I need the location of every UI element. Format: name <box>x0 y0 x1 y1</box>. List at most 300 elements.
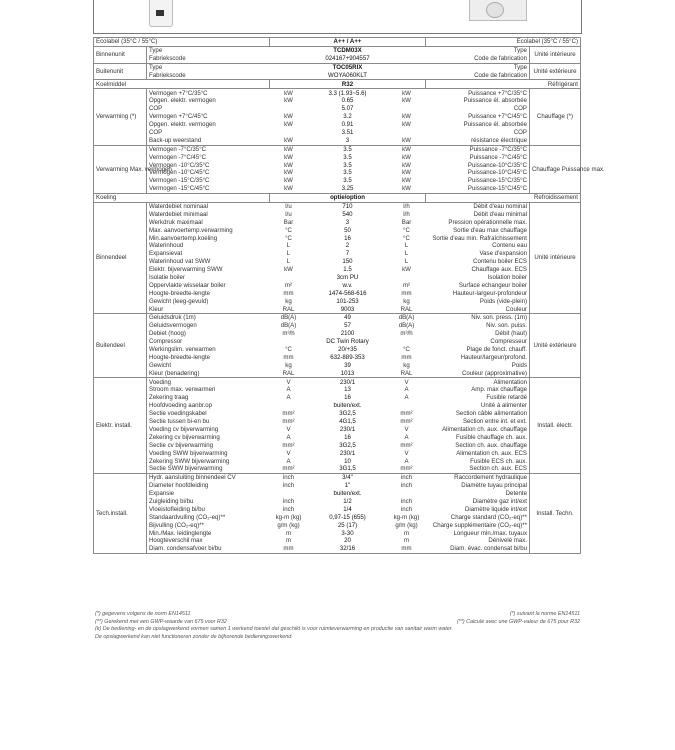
spec-unit-nl <box>270 274 308 282</box>
spec-unit-nl: V <box>270 378 308 386</box>
spec-unit-fr <box>388 105 426 113</box>
spec-unit-fr <box>388 55 426 63</box>
spec-row <box>94 105 581 113</box>
spec-value: 3.5 <box>343 177 352 185</box>
spec-row <box>94 378 581 386</box>
spec-unit-fr: A <box>404 457 409 465</box>
spec-unit-nl <box>270 46 308 54</box>
spec-label-fr: Contenu boiler ECS <box>473 258 527 266</box>
spec-label-nl: Hoogte-breedte-lengte <box>149 353 210 361</box>
spec-unit-fr: kg <box>403 361 410 369</box>
footnote-nl: (**) Gerekend met een GWP-waarde van 675 voor R32 <box>95 618 227 625</box>
spec-label-fr: Alimentation ch. aux. ECS <box>456 449 527 457</box>
spec-row <box>94 354 581 362</box>
spec-row <box>94 177 581 185</box>
spec-value: 150 <box>342 258 353 266</box>
spec-label-fr: Section câble alimentation <box>455 410 527 418</box>
spec-row <box>94 185 581 193</box>
spec-unit-fr: m² <box>402 281 411 289</box>
empty-cell <box>270 38 308 47</box>
spec-label-nl: Zekering SWW bijverwarming <box>149 457 230 465</box>
spec-row-single <box>94 193 581 202</box>
spec-unit-nl: m² <box>284 281 293 289</box>
spec-label-fr: Detente <box>505 490 527 498</box>
spec-label-fr: Code de fabrication <box>426 55 530 63</box>
spec-label-nl: Gewicht (leeg-gevuld) <box>149 297 209 305</box>
spec-row <box>94 426 581 434</box>
spec-row <box>94 362 581 370</box>
spec-row <box>94 442 581 450</box>
spec-unit-fr: L <box>404 250 409 258</box>
spec-value: 230/1 <box>308 378 388 386</box>
spec-label-nl: COP <box>149 128 163 136</box>
spec-label-fr: Puissance él. absorbée <box>463 97 527 105</box>
spec-unit-fr: kW <box>402 177 411 185</box>
spec-value: 1013 <box>308 370 388 378</box>
footnote-nl: (k) De bediening- en de opslagwerkend vormen samen 1 werkend toestel dat geschikt is voor ruimteverwarming en productie van sanitair warm water. <box>95 626 453 633</box>
spec-unit-nl: kg-m (kg) <box>275 513 302 521</box>
spec-row <box>94 394 581 402</box>
spec-unit-fr <box>388 402 426 410</box>
spec-unit-fr: kW <box>388 89 426 97</box>
spec-row <box>94 506 581 514</box>
spec-value: 49 <box>308 314 388 322</box>
spec-label-fr: Longueur min./max. tuyaux <box>453 529 527 537</box>
spec-unit-nl: L <box>286 242 291 250</box>
spec-label-fr: Niv. son. puiss. <box>486 322 527 330</box>
spec-unit-fr: m³/h <box>400 330 413 338</box>
spec-unit-fr <box>388 46 426 54</box>
spec-label-nl: Diameter hoofdleiding <box>149 482 209 490</box>
spec-label-fr: Diamètre tuyau principal <box>461 482 527 490</box>
footnote-nl: (*) gegevens volgens de norm EN14511 <box>95 611 191 617</box>
spec-unit-fr: RAL <box>388 370 426 378</box>
spec-unit-fr: RAL <box>388 305 426 313</box>
section-label-nl: Verwarming Max. vermogen <box>94 145 147 193</box>
spec-table <box>93 37 605 554</box>
spec-unit-nl: A <box>286 457 291 465</box>
spec-label-nl: COP <box>149 105 163 113</box>
spec-unit-fr <box>388 72 426 80</box>
spec-label-nl: Type <box>147 46 270 54</box>
spec-unit-nl: °C <box>285 234 292 242</box>
spec-label-fr: Débit (haut) <box>495 330 527 338</box>
spec-value: 7 <box>345 250 350 258</box>
spec-label-fr: Diamètre liquide int/ext <box>465 505 527 513</box>
spec-value: 25 (17) <box>337 521 358 529</box>
spec-label-fr: Couleur <box>426 305 530 313</box>
spec-unit-nl: m³/h <box>282 330 295 338</box>
section-label-nl: Verwarming (*) <box>94 89 147 145</box>
spec-row <box>94 305 581 313</box>
spec-unit-nl: L <box>286 250 291 258</box>
footnote-nl: De opslagwerkend kan niet functioneren zonder de bijhorende bedieningswerkend. <box>95 633 293 640</box>
spec-value: 0,97-15 (655) <box>329 513 366 521</box>
spec-label-nl: Opgen. elektr. vermogen <box>149 97 216 105</box>
spec-label-fr: Hauteur-largeur-profondeur <box>452 289 527 297</box>
row-value: R32 <box>308 80 388 89</box>
spec-label-nl: Vermogen -10°C/45°C <box>149 169 210 177</box>
spec-row <box>94 386 581 394</box>
spec-unit-nl: inch <box>282 482 295 490</box>
spec-value: 3.51 <box>341 128 354 136</box>
spec-unit-nl: kW <box>284 266 293 274</box>
spec-label-nl: Hoogteverschil max <box>149 537 203 545</box>
spec-row <box>94 266 581 274</box>
spec-unit-fr: mm <box>388 545 426 553</box>
spec-unit-fr: dB(A) <box>388 314 426 322</box>
spec-unit-fr: kW <box>402 169 411 177</box>
spec-unit-fr: m <box>403 529 410 537</box>
row-value: optie/option <box>308 193 388 202</box>
spec-unit-nl <box>270 72 308 80</box>
spec-unit-nl: kW <box>284 153 293 161</box>
spec-unit-fr: V <box>388 378 426 386</box>
spec-label-nl: Back-up weerstand <box>147 137 270 145</box>
spec-label-nl: Vermogen -15°C/45°C <box>147 185 270 193</box>
spec-unit-fr <box>388 274 426 282</box>
spec-unit-nl: m <box>285 537 292 545</box>
spec-label-fr: Section ch. aux. chauffage <box>455 441 527 449</box>
spec-unit-nl: g/m (kg) <box>277 521 300 529</box>
row-label-nl: Koeling <box>94 193 270 202</box>
spec-unit-nl <box>270 490 308 498</box>
spec-value: 16 <box>344 394 351 402</box>
section-label-nl: Binnenunit <box>94 46 147 63</box>
spec-value: 3.5 <box>343 153 352 161</box>
spec-unit-nl: mm² <box>282 410 295 418</box>
spec-row <box>94 370 581 378</box>
spec-label-nl: Bijvulling (CO₂-eq)** <box>149 521 204 529</box>
spec-label-fr: Charge standard (CO₂-eq)** <box>450 513 527 521</box>
spec-row <box>94 258 581 266</box>
spec-row <box>94 537 581 545</box>
spec-row <box>94 514 581 522</box>
spec-label-nl: Vermogen -7°C/35°C <box>147 145 270 153</box>
spec-unit-nl <box>270 338 308 346</box>
spec-unit-fr: g/m (kg) <box>395 521 418 529</box>
spec-label-nl: Gewicht <box>149 361 172 369</box>
spec-label-fr: Unité à alimenter <box>480 402 527 410</box>
spec-value: 32/16 <box>308 545 388 553</box>
spec-unit-nl: kW <box>284 177 293 185</box>
spec-unit-nl: kW <box>270 185 308 193</box>
spec-value: 16 <box>344 234 351 242</box>
spec-unit-fr: mm² <box>388 465 426 473</box>
spec-label-fr: résistance électrique <box>426 137 530 145</box>
spec-value: 101-253 <box>336 297 359 305</box>
spec-unit-fr: V <box>404 425 409 433</box>
spec-row <box>94 161 581 169</box>
spec-unit-nl: l/u <box>270 202 308 210</box>
spec-label-fr: Débit d'eau minimal <box>473 210 527 218</box>
spec-value: 024167+904557 <box>308 55 388 63</box>
indoor-unit-image <box>149 0 173 27</box>
spec-unit-fr <box>388 129 426 137</box>
spec-unit-fr: °C <box>403 346 410 354</box>
spec-label-fr: Couleur (approximative) <box>426 370 530 378</box>
spec-label-nl: Hydr. aansluiting binnendeel CV <box>147 474 270 482</box>
spec-value: 3.5 <box>343 169 352 177</box>
spec-row <box>94 55 581 63</box>
spec-label-fr: Chauffage aux. ECS <box>471 266 527 274</box>
spec-unit-nl <box>270 402 308 410</box>
spec-unit-fr: kg <box>403 297 410 305</box>
spec-row <box>94 498 581 506</box>
spec-unit-nl: kW <box>284 97 293 105</box>
spec-row <box>94 129 581 137</box>
spec-row <box>94 137 581 145</box>
spec-row-single <box>94 38 581 47</box>
spec-label-nl: Geluidsdruk (1m) <box>147 314 270 322</box>
spec-value: 230/1 <box>339 449 356 457</box>
spec-label-fr: Raccordement hydraulique <box>426 474 530 482</box>
spec-unit-nl: m <box>285 529 292 537</box>
footnote <box>95 626 580 634</box>
spec-value: 1.5 <box>343 266 352 274</box>
spec-value: 540 <box>342 210 353 218</box>
spec-label-nl: Voeding cv bijverwarming <box>149 425 219 433</box>
spec-label-fr: Sortie d'eau min. Rafraîchissement <box>432 234 527 242</box>
spec-row <box>94 202 581 210</box>
spec-row <box>94 153 581 161</box>
spec-label-nl: Max. aanvoertemp.verwarming <box>149 226 233 234</box>
spec-unit-nl: mm² <box>270 465 308 473</box>
spec-unit-fr: L <box>404 242 409 250</box>
spec-label-nl: Hoofdvoeding aanbr.op <box>149 402 213 410</box>
spec-value: 9003 <box>308 305 388 313</box>
spec-value: DC Twin Rotary <box>326 338 369 346</box>
spec-value: 20 <box>344 537 351 545</box>
spec-label-fr: Puissance -7°C/35°C <box>426 145 530 153</box>
spec-row <box>94 113 581 121</box>
spec-label-nl: Vermogen +7°C/45°C <box>149 113 208 121</box>
spec-label-fr: Type <box>426 63 530 71</box>
spec-row <box>94 449 581 457</box>
spec-row <box>94 219 581 227</box>
spec-row <box>94 226 581 234</box>
spec-label-nl: Compressor <box>149 338 183 346</box>
spec-label-fr: Puissance-15°C/35°C <box>467 177 527 185</box>
header-image-strip <box>93 0 582 34</box>
spec-label-nl: Geluidsvermogen <box>149 322 197 330</box>
spec-value: 3G2,5 <box>339 441 356 449</box>
section-label-nl: Elektr. install. <box>94 378 147 474</box>
spec-row <box>94 97 581 105</box>
spec-label-fr: Puissance-10°C/45°C <box>467 169 527 177</box>
spec-unit-nl: dB(A) <box>270 314 308 322</box>
spec-unit-fr: l/h <box>388 202 426 210</box>
spec-label-nl: Elektr. bijverwarming SWW <box>149 266 223 274</box>
footnote-fr: (*) suivant la norme EN14511 <box>509 611 580 617</box>
spec-label-nl: Fabriekscode <box>147 55 270 63</box>
spec-row <box>94 290 581 298</box>
spec-value: 632-889-353 <box>330 353 365 361</box>
spec-row-single <box>94 80 581 89</box>
spec-label-nl: Voeding SWW bijverwarming <box>149 449 228 457</box>
row-label-nl: Ecolabel (35°C / 55°C) <box>94 38 270 47</box>
spec-unit-fr: A <box>404 433 409 441</box>
spec-row <box>94 242 581 250</box>
spec-label-nl: Kleur (benadering) <box>147 370 270 378</box>
spec-value: 3.5 <box>308 145 388 153</box>
spec-unit-fr: °C <box>403 226 410 234</box>
row-label-fr: Réfrigérant <box>426 80 581 89</box>
spec-label-nl: Sectie cv bijverwarming <box>149 441 214 449</box>
footnote <box>95 611 580 619</box>
spec-value: 0.91 <box>341 121 354 129</box>
spec-unit-fr: kW <box>402 161 411 169</box>
spec-unit-nl: V <box>286 425 291 433</box>
spec-label-fr: Puissance-10°C/35°C <box>467 161 527 169</box>
spec-value: 1" <box>344 482 351 490</box>
spec-label-fr: Section entre int. et ext. <box>462 418 527 426</box>
spec-label-fr: Fusible chauffage ch. aux. <box>455 433 527 441</box>
spec-unit-nl: A <box>286 386 291 394</box>
spec-value: 39 <box>344 361 351 369</box>
spec-value: TOC05RIX <box>308 63 388 71</box>
spec-unit-fr: V <box>404 449 409 457</box>
section-label-fr: Chauffage (*) <box>530 89 581 145</box>
spec-unit-nl: °C <box>285 226 292 234</box>
spec-value: WOYA060KLT <box>308 72 388 80</box>
spec-value: 3cm PU <box>336 274 359 282</box>
spec-label-nl: Vloeistofleiding bi/bu <box>149 505 205 513</box>
spec-label-nl: Waterinhoud <box>149 242 184 250</box>
spec-row <box>94 338 581 346</box>
spec-label-nl: Vermogen +7°C/35°C <box>147 89 270 97</box>
spec-unit-fr: inch <box>400 497 413 505</box>
spec-label-nl: Sectie tussen bi-en bu <box>149 418 210 426</box>
spec-label-nl: Expansie <box>149 490 175 498</box>
spec-unit-fr: L <box>404 258 409 266</box>
spec-value: 3G1,5 <box>308 465 388 473</box>
spec-label-nl: Standaardvulling (CO₂-eq)** <box>149 513 226 521</box>
spec-unit-fr: Bar <box>401 218 412 226</box>
spec-value: 1/2 <box>343 497 352 505</box>
spec-label-fr: Diam. évac. condensat bi/bu <box>426 545 530 553</box>
spec-unit-fr <box>388 63 426 71</box>
spec-label-fr: Vase d'expansion <box>479 250 527 258</box>
spec-row <box>94 457 581 465</box>
spec-value: 3-30 <box>341 529 354 537</box>
spec-value: 50 <box>344 226 351 234</box>
spec-label-fr: Alimentation <box>426 378 530 386</box>
spec-unit-fr: dB(A) <box>398 322 415 330</box>
spec-label-fr: Compresseur <box>490 338 527 346</box>
spec-label-nl: Diam. condensafvoer bi/bu <box>147 545 270 553</box>
spec-value: TCDM03X <box>308 46 388 54</box>
spec-unit-fr: A <box>404 394 409 402</box>
spec-unit-nl: inch <box>270 474 308 482</box>
spec-value: 4G1,5 <box>339 418 356 426</box>
spec-label-nl: Expansievat <box>149 250 183 258</box>
spec-unit-fr: kW <box>402 266 411 274</box>
spec-row <box>94 234 581 242</box>
spec-row <box>94 169 581 177</box>
spec-unit-nl: V <box>286 449 291 457</box>
spec-label-nl: Waterinhoud vat SWW <box>149 258 211 266</box>
section-label-nl: Binnendeel <box>94 202 147 313</box>
spec-row <box>94 72 581 80</box>
spec-label-fr: COP <box>513 128 527 136</box>
spec-label-nl: Voeding <box>147 378 270 386</box>
spec-label-nl: Kleur <box>147 305 270 313</box>
spec-unit-fr: kW <box>402 153 411 161</box>
spec-unit-nl: RAL <box>270 370 308 378</box>
spec-value: 3.5 <box>343 161 352 169</box>
spec-unit-fr: mm² <box>400 441 413 449</box>
spec-unit-nl: kW <box>284 169 293 177</box>
spec-label-nl: Zuigleiding bi/bu <box>149 497 194 505</box>
spec-unit-nl: mm <box>283 289 294 297</box>
spec-unit-nl: °C <box>285 346 292 354</box>
empty-cell <box>270 80 308 89</box>
spec-unit-nl: l/u <box>285 210 292 218</box>
spec-unit-fr: kg-m (kg) <box>393 513 420 521</box>
spec-value: 3/4" <box>308 474 388 482</box>
row-value: A++ / A++ <box>308 38 388 47</box>
spec-row <box>94 46 581 54</box>
spec-unit-fr <box>388 338 426 346</box>
spec-unit-fr: mm <box>401 289 412 297</box>
spec-value: 1/4 <box>343 505 352 513</box>
spec-label-nl: Vermogen -7°C/45°C <box>149 153 207 161</box>
spec-label-fr: Hauteur/largeur/profond. <box>460 353 527 361</box>
spec-value: 3.25 <box>308 185 388 193</box>
spec-row <box>94 250 581 258</box>
spec-label-nl: Waterdebiet nominaal <box>147 202 270 210</box>
spec-unit-fr: inch <box>388 474 426 482</box>
section-label-nl: Buitendeel <box>94 314 147 378</box>
spec-label-fr: Puissance +7°C/45°C <box>468 113 527 121</box>
footnote <box>95 619 580 627</box>
spec-label-fr: Dénivelé max. <box>488 537 527 545</box>
spec-unit-fr: kW <box>402 113 411 121</box>
spec-unit-nl: kW <box>284 113 293 121</box>
spec-value: 2 <box>345 242 350 250</box>
spec-row <box>94 346 581 354</box>
spec-value: 3 <box>308 137 388 145</box>
spec-value: 16 <box>344 433 351 441</box>
spec-unit-nl <box>270 63 308 71</box>
spec-unit-nl: mm² <box>282 418 295 426</box>
section-label-nl: Buitenunit <box>94 63 147 80</box>
spec-label-fr: Puissance él. absorbée <box>463 121 527 129</box>
spec-label-fr: Pression opérationnelle max. <box>448 218 527 226</box>
spec-label-nl: Isolatie boiler <box>149 274 185 282</box>
spec-unit-fr: °C <box>403 234 410 242</box>
spec-label-nl: Zekering traag <box>149 394 189 402</box>
spec-label-nl: Fabriekscode <box>147 72 270 80</box>
spec-unit-nl: A <box>286 394 291 402</box>
spec-label-fr: Poids (vide-plein) <box>479 297 527 305</box>
spec-label-nl: Min./Max. leidinglengte <box>149 529 212 537</box>
spec-unit-fr: m <box>403 537 410 545</box>
spec-row <box>94 298 581 306</box>
spec-label-fr: Fusible ECS ch. aux. <box>470 457 527 465</box>
spec-unit-nl: kW <box>270 89 308 97</box>
section-label-fr: Unité intérieure <box>530 202 581 313</box>
spec-label-fr: Puissance +7°C/35°C <box>426 89 530 97</box>
spec-label-fr: Poids <box>511 361 527 369</box>
spec-row <box>94 474 581 482</box>
spec-unit-nl: mm <box>270 545 308 553</box>
spec-label-nl: Waterdebiet minimaal <box>149 210 208 218</box>
footnote-fr: (**) Calculé avec une GWP-valeur de 675 pour R32 <box>456 618 580 625</box>
spec-row <box>94 402 581 410</box>
spec-unit-nl <box>270 129 308 137</box>
